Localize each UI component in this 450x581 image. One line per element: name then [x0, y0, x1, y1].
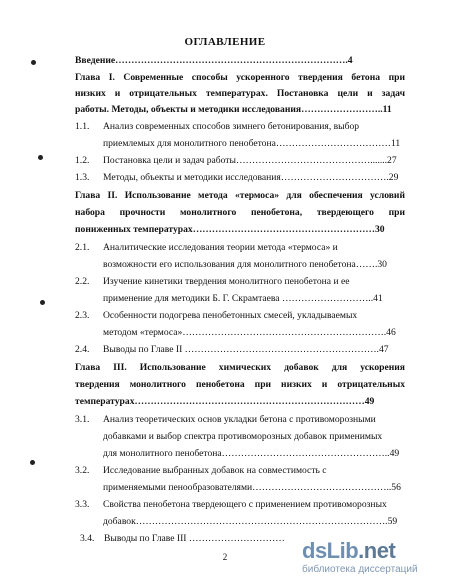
toc-section-2-4[interactable]: Выводы по Главе II …………………………………………………….47	[103, 344, 389, 355]
toc-section-3-1-line-1[interactable]: Анализ теоретических основ укладки бетона с противоморозными	[103, 414, 376, 425]
page-title: ОГЛАВЛЕНИЕ	[184, 36, 266, 48]
toc-section-3-1-line-2[interactable]: добавками и выбор спектра противоморозных добавок применимых	[103, 431, 383, 442]
toc-chapter-2-line-1[interactable]: Глава II. Использование метода «термоса» для обеспечения условий	[75, 190, 405, 201]
toc-section-number: 3.3.	[75, 499, 90, 510]
toc-section-number: 1.3.	[75, 172, 90, 183]
toc-section-1-3[interactable]: Методы, объекты и методики исследования…………………………….29	[103, 172, 399, 183]
toc-section-3-2-line-2[interactable]: применяемыми пенообразователями……………………………………..56	[103, 482, 401, 493]
watermark-subtitle: библиотека диссертаций	[302, 564, 418, 575]
toc-section-3-3-line-1[interactable]: Свойства пенобетона твердеющего с применением противоморозных	[103, 499, 387, 510]
toc-chapter-1-line-1[interactable]: Глава I. Современные способы ускоренного твердения бетона при	[75, 72, 405, 83]
toc-section-number: 2.3.	[75, 310, 90, 321]
toc-chapter-1-line-2[interactable]: низких и отрицательных температурах. Постановка цели и задач	[75, 88, 405, 99]
toc-chapter-3-line-2[interactable]: твердения монолитного пенобетона при низких и отрицательных	[75, 379, 405, 390]
toc-section-2-3-line-1[interactable]: Особенности подогрева пенобетонных смесей, укладываемых	[103, 310, 358, 321]
watermark-logo-text: dsLib.net	[302, 538, 396, 563]
toc-section-number: 1.2.	[75, 155, 90, 166]
toc-chapter-2-line-3[interactable]: пониженных температурах…………………………………………………30	[75, 224, 385, 235]
scan-mark	[31, 60, 36, 65]
toc-section-3-1-line-3[interactable]: для монолитного пенобетона……………………………………………..49	[103, 448, 400, 459]
toc-section-1-1-line-2[interactable]: приемлемых для монолитного пенобетона………………………………11	[103, 138, 401, 149]
toc-section-1-2[interactable]: Постановка цели и задач работы…………………………………….......27	[103, 155, 397, 166]
toc-chapter-3-line-1[interactable]: Глава III. Использование химических добавок для ускорения	[75, 362, 405, 373]
scan-mark	[40, 300, 45, 305]
toc-intro[interactable]: Введение……………………………………………………………….4	[75, 55, 353, 66]
toc-section-2-3-line-2[interactable]: методом «термоса»……………………………………………………….46	[103, 327, 396, 338]
toc-section-3-3-line-2[interactable]: добавок…………………………………………………………………….59	[103, 516, 398, 527]
toc-section-number: 2.1.	[75, 242, 90, 253]
scan-mark	[38, 155, 43, 160]
toc-section-number: 2.2.	[75, 276, 90, 287]
toc-chapter-2-line-2[interactable]: набора прочности монолитного пенобетона, твердеющего при	[75, 207, 405, 218]
toc-section-number: 2.4.	[75, 344, 90, 355]
toc-chapter-3-line-3[interactable]: температурах………………………………………………………………49	[75, 396, 375, 407]
toc-section-2-2-line-2[interactable]: применение для методики Б. Г. Скрамтаева ………………………..41	[103, 293, 383, 304]
toc-section-number: 1.1.	[75, 121, 90, 132]
toc-section-2-1-line-1[interactable]: Аналитические исследования теории метода «термоса» и	[103, 242, 338, 253]
watermark-logo[interactable]	[302, 538, 442, 578]
page-number: 2	[222, 552, 228, 562]
toc-chapter-1-line-3[interactable]: работы. Методы, объекты и методики исследования……………………..11	[75, 104, 392, 115]
toc-section-3-4[interactable]: Выводы по Главе III …………………………	[104, 533, 285, 544]
toc-section-number: 3.1.	[75, 414, 90, 425]
toc-section-2-1-line-2[interactable]: возможности его использования для монолитного пенобетона…….30	[103, 259, 387, 270]
toc-section-number: 3.2.	[75, 465, 90, 476]
scan-mark	[30, 460, 35, 465]
toc-section-number: 3.4.	[80, 533, 95, 544]
toc-section-2-2-line-1[interactable]: Изучение кинетики твердения монолитного пенобетона и ее	[103, 276, 350, 287]
toc-section-3-2-line-1[interactable]: Исследование выбранных добавок на совместимость с	[103, 465, 327, 476]
toc-section-1-1-line-1[interactable]: Анализ современных способов зимнего бетонирования, выбор	[103, 121, 360, 132]
